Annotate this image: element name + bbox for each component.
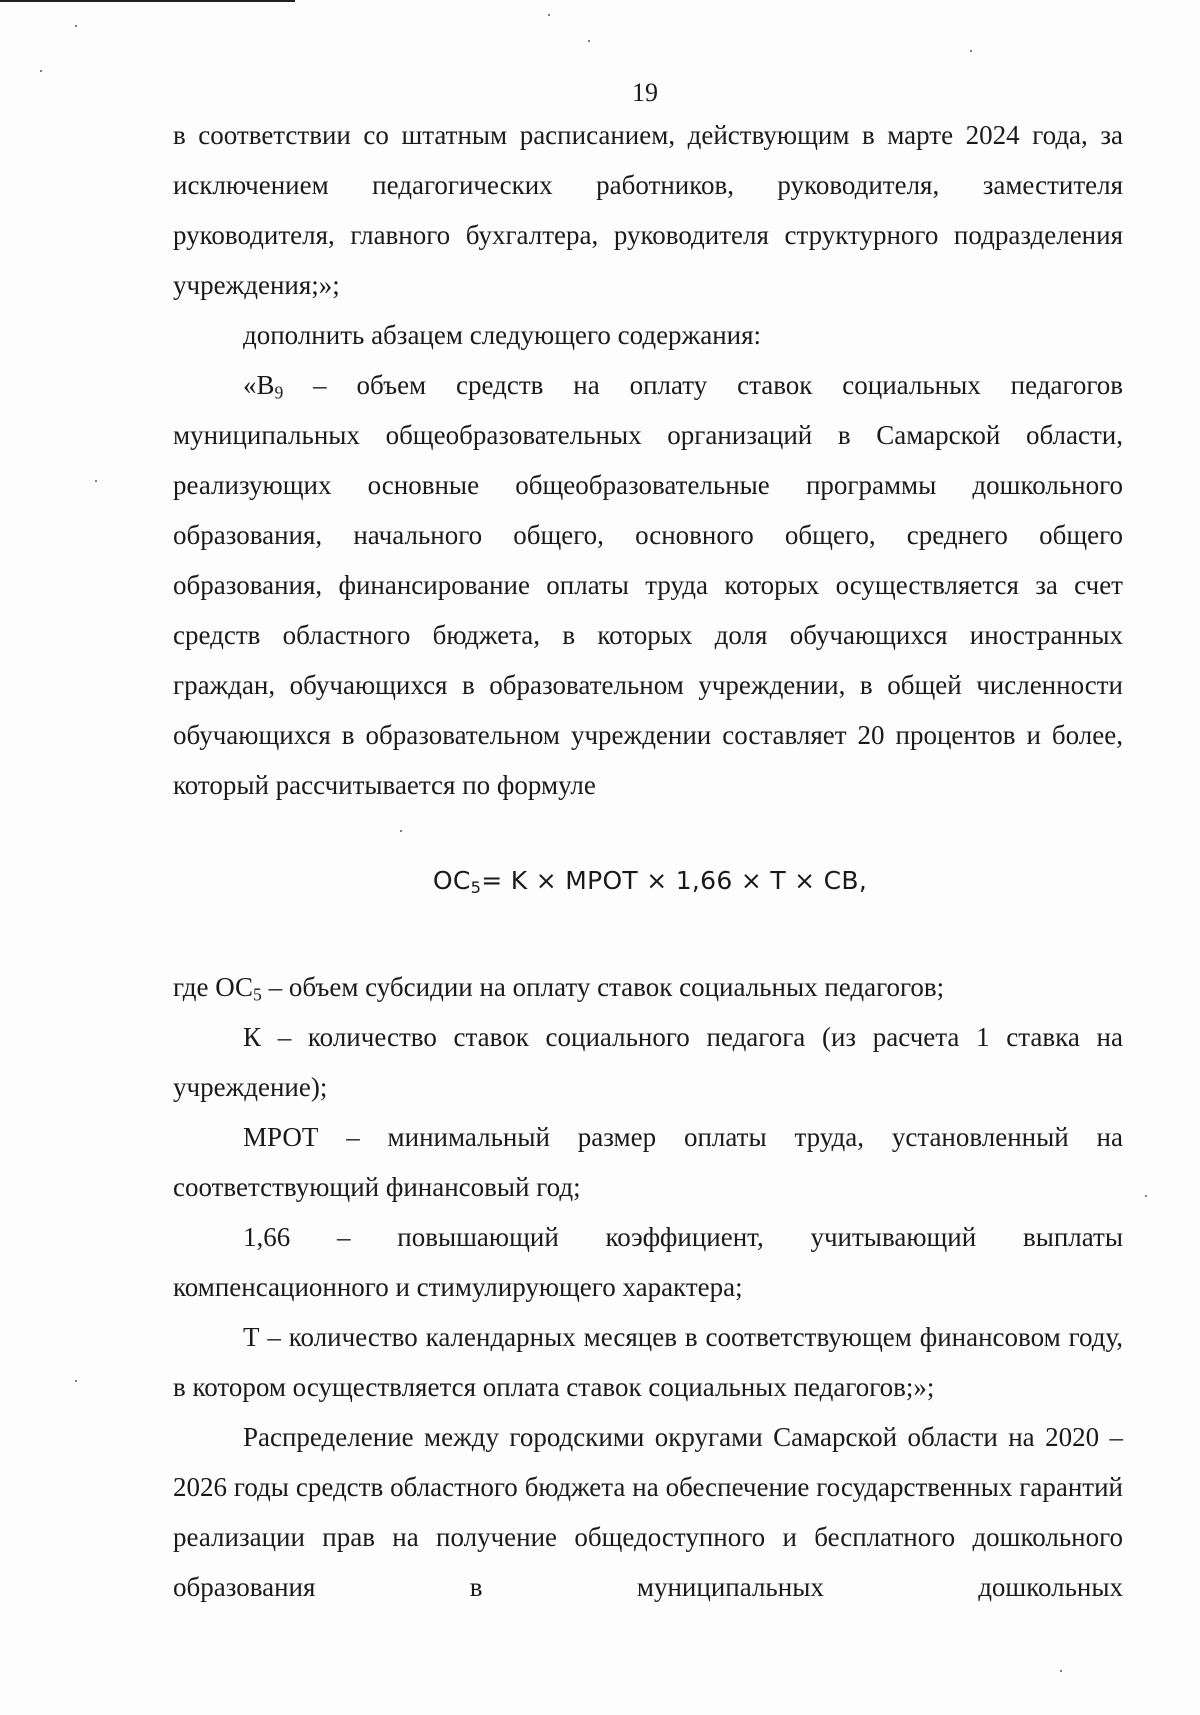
top-edge-rule xyxy=(0,0,295,2)
paragraph-mrot-definition: МРОТ – минимальный размер оплаты труда, установленный на соответствующий финансовый год; xyxy=(173,1122,1123,1202)
paragraph-distribution: Распределение между городскими округами Самарской области на 2020 – 2026 годы средств областного бюджета на обеспечение государственных гарантий реализации прав на получение общедоступного и бесплатного дошкольного образования в муниципальных дошкольных xyxy=(173,1422,1123,1602)
scan-speck xyxy=(1060,1670,1062,1672)
scan-speck xyxy=(588,40,590,42)
scan-speck xyxy=(95,480,97,482)
paragraph-t-definition: Т – количество календарных месяцев в соответствующем финансовом году, в котором осуществляется оплата ставок социальных педагогов;»; xyxy=(173,1322,1123,1402)
paragraph-add-clause: дополнить абзацем следующего содержания: xyxy=(243,320,762,350)
b9-prefix: «В xyxy=(243,370,275,400)
b9-body: – объем средств на оплату ставок социальных педагогов муниципальных общеобразовательных организаций в Самарской области, реализующих основные общеобразовательные программы дошкольного образования, начального общего, основного общего, среднего общего образования, финансирование оплаты труда которых осуществляется за счет средств областного бюджета, в которых доля обучающихся иностранных граждан, обучающихся в образовательном учреждении, в общей численности обучающихся в образовательном учреждении составляет 20 процентов и более, который рассчитывается по формуле xyxy=(173,370,1123,800)
scan-speck xyxy=(548,14,550,16)
paragraph-k-definition: К – количество ставок социального педагога (из расчета 1 ставка на учреждение); xyxy=(173,1022,1123,1102)
scan-speck xyxy=(40,70,42,72)
where-body: – объем субсидии на оплату ставок социальных педагогов; xyxy=(261,972,945,1002)
paragraph-staff-schedule: в соответствии со штатным расписанием, действующим в марте 2024 года, за исключением педагогических работников, руководителя, заместителя руководителя, главного бухгалтера, руководителя структурного подразделения учреждения;»; xyxy=(173,120,1123,300)
formula xyxy=(0,866,1200,898)
paragraph-b9-definition xyxy=(173,360,1123,810)
paragraph-where-oc5 xyxy=(173,962,1123,1012)
where-prefix: где ОС xyxy=(173,972,254,1002)
scan-speck xyxy=(75,25,77,27)
formula-lhs-subscript: 5 xyxy=(470,878,482,898)
scan-speck xyxy=(970,50,972,52)
where-subscript: 5 xyxy=(253,984,262,1005)
paragraph-coefficient-definition: 1,66 – повышающий коэффициент, учитывающий выплаты компенсационного и стимулирующего характера; xyxy=(173,1222,1123,1302)
formula-rhs: = K × MPOT × 1,66 × T × CB, xyxy=(481,866,868,895)
scan-speck xyxy=(1145,1195,1147,1197)
text-block-upper xyxy=(173,110,1123,810)
page-number: 19 xyxy=(632,78,658,107)
b9-subscript: 9 xyxy=(274,382,284,403)
formula-lhs: OC xyxy=(432,866,471,895)
text-block-lower xyxy=(173,962,1123,1612)
scan-speck xyxy=(400,830,402,832)
scan-speck xyxy=(75,1380,77,1382)
